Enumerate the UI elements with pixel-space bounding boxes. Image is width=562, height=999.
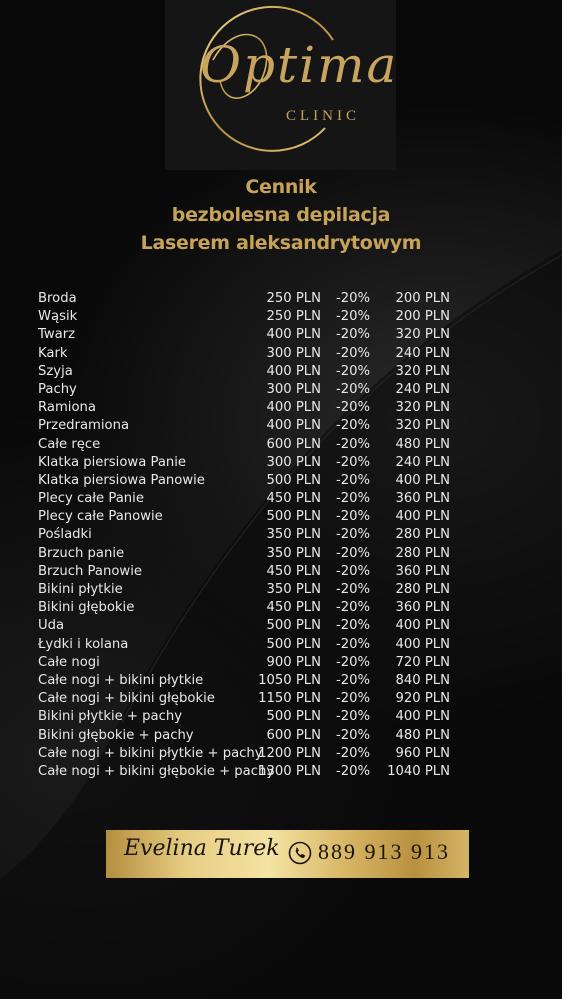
- discounted-price: 400 PLN: [395, 636, 450, 652]
- service-name: Całe nogi + bikini głębokie: [38, 691, 215, 707]
- service-name: Bikini płytkie: [38, 582, 123, 597]
- regular-price: 350 PLN: [266, 545, 321, 561]
- discount: -20%: [336, 509, 371, 525]
- regular-price: 1200 PLN: [258, 745, 321, 761]
- regular-price: 250 PLN: [266, 291, 321, 306]
- service-name: Twarz: [38, 327, 76, 343]
- price-row: [38, 745, 468, 763]
- discounted-price: 320 PLN: [395, 327, 450, 343]
- service-name: Bikini głębokie: [38, 600, 135, 616]
- discounted-price: 280 PLN: [395, 582, 450, 597]
- discounted-price: 960 PLN: [395, 745, 450, 761]
- regular-price: 500 PLN: [266, 509, 321, 525]
- service-name: Szyja: [38, 363, 73, 379]
- price-row: [38, 690, 468, 708]
- discounted-price: 480 PLN: [395, 436, 450, 452]
- price-row: [38, 545, 468, 563]
- discount: -20%: [336, 672, 371, 688]
- price-row: [38, 472, 468, 490]
- price-list: [38, 290, 468, 781]
- regular-price: 300 PLN: [266, 454, 321, 470]
- service-name: Broda: [38, 291, 77, 306]
- service-name: Przedramiona: [38, 418, 130, 434]
- price-row: [38, 381, 468, 399]
- price-row: [38, 290, 468, 308]
- discount: -20%: [336, 654, 371, 670]
- discounted-price: 480 PLN: [395, 727, 450, 743]
- service-name: Całe nogi + bikini płytkie + pachy: [38, 745, 263, 761]
- discount: -20%: [336, 545, 371, 561]
- discount: -20%: [336, 400, 371, 416]
- regular-price: 500 PLN: [266, 636, 321, 652]
- price-row: [38, 727, 468, 745]
- service-name: Pośladki: [38, 527, 92, 543]
- price-row: [38, 508, 468, 526]
- discounted-price: 200 PLN: [395, 291, 450, 306]
- discount: -20%: [336, 454, 371, 470]
- discounted-price: 400 PLN: [395, 618, 450, 634]
- service-name: Ramiona: [38, 400, 96, 416]
- discounted-price: 320 PLN: [395, 400, 450, 416]
- price-row: [38, 308, 468, 326]
- price-row: [38, 636, 468, 654]
- service-name: Brzuch panie: [38, 545, 125, 561]
- discounted-price: 320 PLN: [395, 418, 450, 434]
- regular-price: 600 PLN: [266, 727, 321, 743]
- service-name: Kark: [38, 345, 68, 361]
- discount: -20%: [336, 436, 371, 452]
- regular-price: 600 PLN: [266, 436, 321, 452]
- signature: Evelina Turek: [124, 836, 280, 861]
- page-subtitle: bezbolesna depilacja: [171, 204, 391, 226]
- discount: -20%: [336, 709, 371, 725]
- service-name: Klatka piersiowa Panie: [38, 454, 187, 470]
- price-row: [38, 363, 468, 381]
- price-row: [38, 490, 468, 508]
- discount: -20%: [336, 345, 371, 361]
- discount: -20%: [336, 291, 371, 306]
- service-name: Całe nogi: [38, 654, 100, 670]
- service-name: Bikini głębokie + pachy: [38, 727, 194, 743]
- price-row: [38, 763, 468, 781]
- service-name: Plecy całe Panowie: [38, 509, 163, 525]
- price-row: [38, 599, 468, 617]
- discounted-price: 1040 PLN: [387, 763, 450, 779]
- page-subtitle-2: Laserem aleksandrytowym: [140, 232, 422, 254]
- regular-price: 400 PLN: [266, 327, 321, 343]
- discounted-price: 400 PLN: [395, 472, 450, 488]
- price-row: [38, 708, 468, 726]
- discounted-price: 840 PLN: [395, 672, 450, 688]
- discounted-price: 360 PLN: [395, 600, 450, 616]
- service-name: Łydki i kolana: [38, 636, 129, 652]
- discount: -20%: [336, 327, 371, 343]
- discount: -20%: [336, 381, 371, 397]
- price-row: [38, 563, 468, 581]
- regular-price: 450 PLN: [266, 563, 321, 579]
- discounted-price: 920 PLN: [395, 691, 450, 707]
- price-row: [38, 454, 468, 472]
- price-row: [38, 326, 468, 344]
- regular-price: 450 PLN: [266, 600, 321, 616]
- service-name: Plecy całe Panie: [38, 491, 144, 507]
- service-name: Całe nogi + bikini płytkie: [38, 672, 204, 688]
- discount: -20%: [336, 745, 371, 761]
- discount: -20%: [336, 491, 371, 507]
- regular-price: 500 PLN: [266, 709, 321, 725]
- phone-number[interactable]: 889 913 913: [318, 839, 450, 864]
- regular-price: 500 PLN: [266, 618, 321, 634]
- service-name: Klatka piersiowa Panowie: [38, 472, 205, 488]
- logo-subtitle: CLINIC: [286, 108, 360, 124]
- discount: -20%: [336, 309, 371, 325]
- price-row: [38, 672, 468, 690]
- regular-price: 1050 PLN: [258, 672, 321, 688]
- regular-price: 300 PLN: [266, 345, 321, 361]
- discounted-price: 240 PLN: [395, 345, 450, 361]
- service-name: Całe ręce: [38, 436, 101, 452]
- discount: -20%: [336, 600, 371, 616]
- regular-price: 1300 PLN: [258, 763, 321, 779]
- discounted-price: 720 PLN: [395, 654, 450, 670]
- service-name: Pachy: [38, 381, 77, 397]
- regular-price: 400 PLN: [266, 363, 321, 379]
- discounted-price: 400 PLN: [395, 709, 450, 725]
- price-row: [38, 526, 468, 544]
- price-row: [38, 345, 468, 363]
- price-row: [38, 654, 468, 672]
- regular-price: 400 PLN: [266, 418, 321, 434]
- discount: -20%: [336, 636, 371, 652]
- logo-name: Optima: [200, 36, 399, 94]
- discounted-price: 360 PLN: [395, 563, 450, 579]
- discount: -20%: [336, 563, 371, 579]
- phone-icon: [288, 841, 312, 865]
- discount: -20%: [336, 618, 371, 634]
- service-name: Brzuch Panowie: [38, 563, 142, 579]
- regular-price: 900 PLN: [266, 654, 321, 670]
- service-name: Wąsik: [38, 309, 78, 325]
- discount: -20%: [336, 418, 371, 434]
- regular-price: 350 PLN: [266, 582, 321, 597]
- discount: -20%: [336, 582, 371, 597]
- discount: -20%: [336, 472, 371, 488]
- discounted-price: 240 PLN: [395, 454, 450, 470]
- discount: -20%: [336, 727, 371, 743]
- discount: -20%: [336, 691, 371, 707]
- regular-price: 450 PLN: [266, 491, 321, 507]
- discount: -20%: [336, 527, 371, 543]
- price-row: [38, 399, 468, 417]
- price-row: [38, 417, 468, 435]
- service-name: Uda: [38, 618, 65, 634]
- service-name: Bikini płytkie + pachy: [38, 709, 183, 725]
- regular-price: 350 PLN: [266, 527, 321, 543]
- discounted-price: 240 PLN: [395, 381, 450, 397]
- service-name: Całe nogi + bikini głębokie + pachy: [38, 763, 275, 779]
- contact-banner: [106, 830, 469, 878]
- regular-price: 250 PLN: [266, 309, 321, 325]
- discounted-price: 360 PLN: [395, 491, 450, 507]
- discounted-price: 320 PLN: [395, 363, 450, 379]
- discounted-price: 280 PLN: [395, 545, 450, 561]
- regular-price: 1150 PLN: [258, 691, 321, 707]
- price-row: [38, 581, 468, 599]
- discounted-price: 200 PLN: [395, 309, 450, 325]
- price-row: [38, 436, 468, 454]
- regular-price: 400 PLN: [266, 400, 321, 416]
- discount: -20%: [336, 363, 371, 379]
- regular-price: 500 PLN: [266, 472, 321, 488]
- discount: -20%: [336, 763, 371, 779]
- discounted-price: 280 PLN: [395, 527, 450, 543]
- price-row: [38, 617, 468, 635]
- page-title: Cennik: [245, 176, 317, 198]
- regular-price: 300 PLN: [266, 381, 321, 397]
- discounted-price: 400 PLN: [395, 509, 450, 525]
